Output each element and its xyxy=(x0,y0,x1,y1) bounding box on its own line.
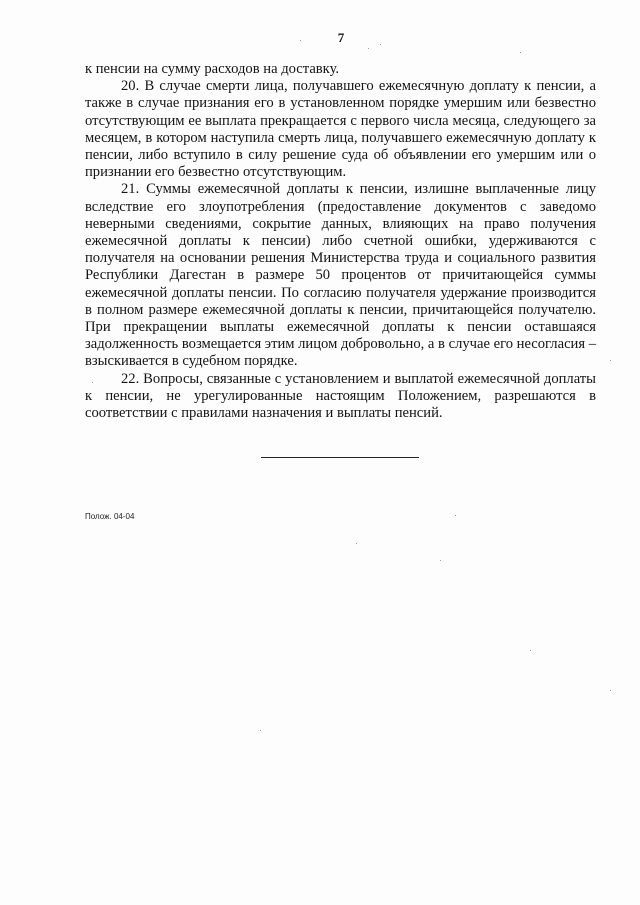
scan-speck xyxy=(610,690,611,691)
scan-speck xyxy=(300,40,301,41)
paragraph-continuation: к пенсии на сумму расходов на доставку. xyxy=(85,61,340,77)
page-number: 7 xyxy=(337,30,345,45)
paragraph-20: 20. В случае смерти лица, получавшего ежемесячную доплату к пенсии, а также в случае признания его в установленном порядке умершим или безвестно отсутствующим ее выплата прекращается с первого числа месяца, следующего за месяцем, в котором наступила смерть лица, получавшего ежемесячную доплату к пенсии, либо вступило в силу решение суда об объявлении его умершим или о признании его безвестно отсутствующим. xyxy=(85,78,596,181)
paragraph-22: 22. Вопросы, связанные с установлением и выплатой ежемесячной доплаты к пенсии, не урегулированные настоящим Положением, разрешаются в соответствии с правилами назначения и выплаты пенсий. xyxy=(85,370,596,422)
scan-speck xyxy=(530,650,531,651)
scan-speck xyxy=(610,360,611,361)
document-code: Полож. 04-04 xyxy=(85,512,135,521)
paragraph-21: 21. Суммы ежемесячной доплаты к пенсии, излишне выплаченные лицу вследствие его злоупотребления (предоставление документов с заведомо неверными сведениями, сокрытие данных, влияющих на право получения ежемесячной доплаты к пенсии) либо счетной ошибки, удерживаются с получателя на основании решения Министерства труда и социального развития Республики Дагестан в размере 50 процентов от причитающейся суммы ежемесячной доплаты пенсии. По согласию получателя удержание производится в полном размере ежемесячной доплаты к пенсии, причитающейся получателю. При прекращении выплаты ежемесячной доплаты к пенсии оставшаяся задолженность возмещается этим лицом добровольно, а в случае его несогласия – взыскивается в судебном порядке. xyxy=(85,181,597,370)
scan-speck xyxy=(356,543,357,544)
scan-speck xyxy=(380,44,381,45)
scan-speck xyxy=(92,382,93,383)
scan-speck xyxy=(455,515,456,516)
scan-speck xyxy=(440,560,441,561)
scan-speck xyxy=(260,730,261,731)
document-body xyxy=(85,61,596,422)
scan-speck xyxy=(368,48,369,49)
closing-separator-line xyxy=(261,457,419,458)
scan-speck xyxy=(520,52,521,53)
